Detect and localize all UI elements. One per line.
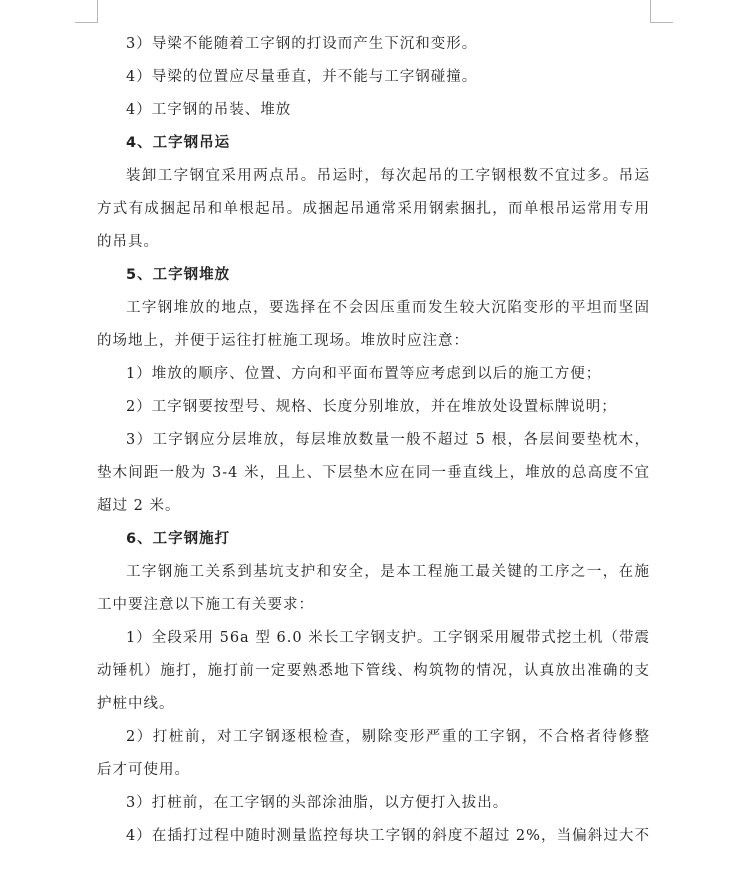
text-line: 1）全段采用 56a 型 6.0 米长工字钢支护。工字钢采用履带式挖土机（带震 [126, 630, 650, 646]
text-line: 装卸工字钢宜采用两点吊。吊运时，每次起吊的工字钢根数不宜过多。吊运 [126, 168, 650, 184]
text-line: 2）工字钢要按型号、规格、长度分别堆放，并在堆放处设置标牌说明； [126, 399, 617, 415]
margin-corner-mark-left [75, 0, 98, 23]
text-line: 3）导梁不能随着工字钢的打设而产生下沉和变形。 [126, 36, 478, 52]
text-line: 3）工字钢应分层堆放，每层堆放数量一般不超过 5 根，各层间要垫枕木， [126, 432, 650, 448]
text-line: 后才可使用。 [97, 762, 190, 778]
document-body [97, 28, 650, 853]
section-heading: 4、工字钢吊运 [126, 135, 231, 151]
text-line: 3）打桩前，在工字钢的头部涂油脂，以方便打入拔出。 [126, 795, 509, 811]
section-heading: 6、工字钢施打 [126, 531, 231, 547]
text-line: 超过 2 米。 [97, 498, 181, 514]
text-line: 4）导梁的位置应尽量垂直，并不能与工字钢碰撞。 [126, 69, 478, 85]
text-line: 1）堆放的顺序、位置、方向和平面布置等应考虑到以后的施工方便； [126, 366, 602, 382]
text-line: 工字钢堆放的地点，要选择在不会因压重而发生较大沉陷变形的平坦而坚固 [126, 300, 650, 316]
text-line: 垫木间距一般为 3-4 米，且上、下层垫木应在同一垂直线上，堆放的总高度不宜 [97, 465, 650, 481]
text-line: 工字钢施工关系到基坑支护和安全，是本工程施工最关键的工序之一，在施 [126, 564, 650, 580]
margin-corner-mark-right [650, 0, 673, 23]
text-line: 工中要注意以下施工有关要求： [97, 597, 314, 613]
text-line: 4）在插打过程中随时测量监控每块工字钢的斜度不超过 2%，当偏斜过大不 [126, 828, 650, 844]
text-line: 的场地上，并便于运往打桩施工现场。堆放时应注意： [97, 333, 469, 349]
text-line: 方式有成捆起吊和单根起吊。成捆起吊通常采用钢索捆扎，而单根吊运常用专用 [97, 201, 650, 217]
text-line: 动锤机）施打，施打前一定要熟悉地下管线、构筑物的情况，认真放出准确的支 [97, 663, 650, 679]
text-line: 4）工字钢的吊装、堆放 [126, 102, 292, 118]
text-line: 的吊具。 [97, 234, 159, 250]
section-heading: 5、工字钢堆放 [126, 267, 231, 283]
text-line: 2）打桩前，对工字钢逐根检查，剔除变形严重的工字钢，不合格者待修整 [126, 729, 650, 745]
text-line: 护桩中线。 [97, 696, 175, 712]
